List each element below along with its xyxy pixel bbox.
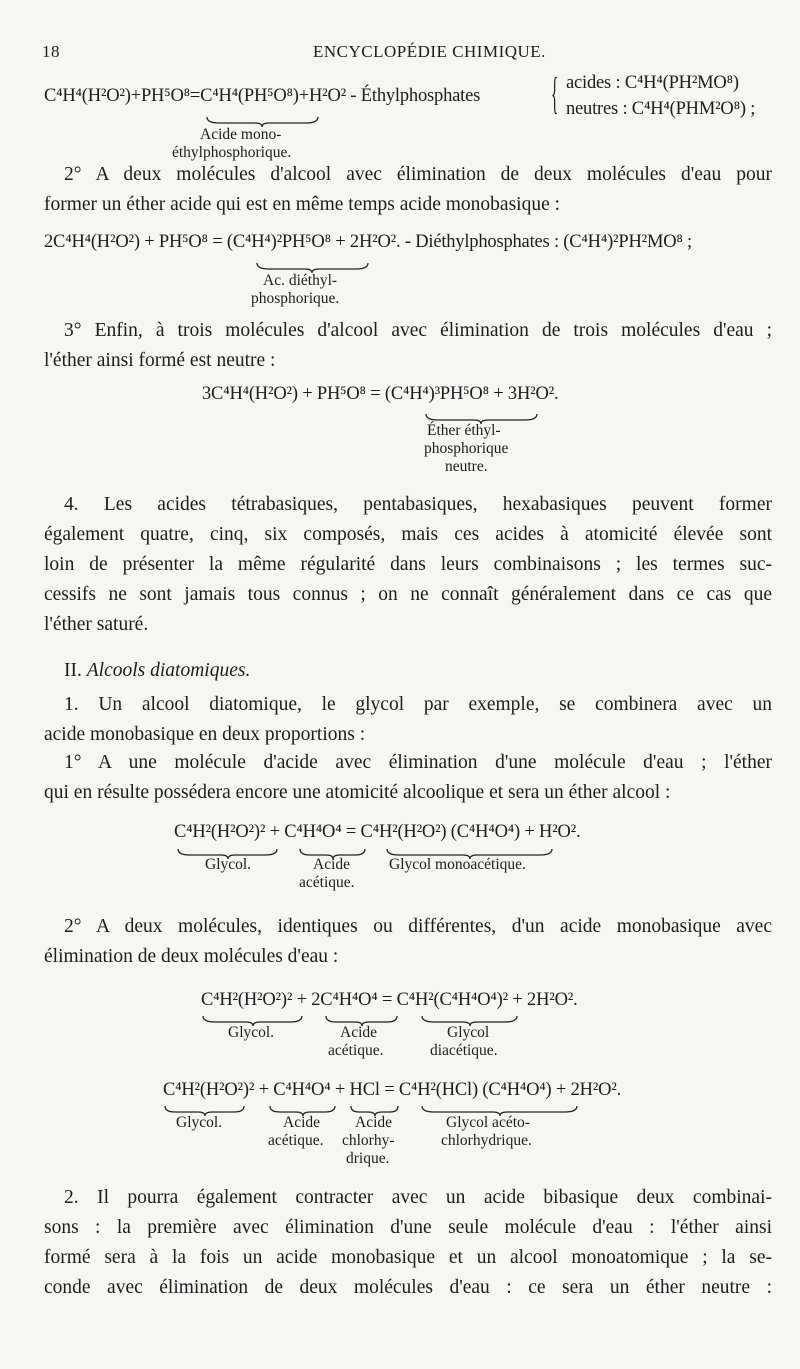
label-glycol-aceto: Glycol acéto- [446, 1114, 530, 1131]
text-line: loin de présenter la même régularité dans leurs combinaisons ; les termes suc- [44, 554, 772, 575]
acides-formula: acides : C⁴H⁴(PH²MO⁸) [566, 73, 739, 93]
paragraph-7 [44, 912, 772, 972]
paragraph-6 [44, 748, 772, 808]
text-line: 2° A deux molécules d'alcool avec élimination de deux molécules d'eau pour [64, 164, 772, 185]
label-diacetique: diacétique. [430, 1042, 498, 1059]
label-acide-monoethylphosphorique-2: éthylphosphorique. [172, 144, 292, 161]
label-ac-diethyl: Ac. diéthyl- [263, 272, 338, 289]
label-glycol: Glycol. [228, 1024, 275, 1041]
equation-diethylphosphates: 2C⁴H⁴(H²O²) + PH⁵O⁸ = (C⁴H⁴)²PH⁵O⁸ + 2H²O². - Diéthylphosphates : (C⁴H⁴)²PH²MO⁸ ; [44, 232, 692, 252]
paragraph-5 [44, 690, 772, 750]
label-glycol: Glycol [447, 1024, 490, 1041]
text-line: former un éther acide qui est en même temps acide monobasique : [44, 194, 561, 215]
section-title: Alcools diatomiques. [86, 660, 251, 681]
label-neutre: neutre. [445, 458, 488, 475]
label-chlorhy: chlorhy- [342, 1132, 395, 1149]
running-title: ENCYCLOPÉDIE CHIMIQUE. [313, 42, 546, 61]
text-line: conde avec élimination de deux molécules d'eau : ce sera un éther neutre : [44, 1277, 772, 1298]
label-acetique: acétique. [299, 874, 355, 891]
left-brace: { [551, 69, 559, 118]
label-acetique: acétique. [328, 1042, 384, 1059]
label-acide: Acide [340, 1024, 378, 1041]
text-line: sons : la première avec élimination d'une seule molécule d'eau : l'éther ainsi [44, 1217, 772, 1238]
text-line: 3° Enfin, à trois molécules d'alcool avec élimination de trois molécules d'eau ; [64, 320, 772, 341]
equation-ether-neutre: 3C⁴H⁴(H²O²) + PH⁵O⁸ = (C⁴H⁴)³PH⁵O⁸ + 3H²O². [202, 384, 559, 404]
text-line: également quatre, cinq, six composés, mais ces acides à atomicité élevée sont [44, 524, 772, 545]
equation-glycol-diacetique: C⁴H²(H²O²)² + 2C⁴H⁴O⁴ = C⁴H²(C⁴H⁴O⁴)² + 2H²O². [201, 990, 578, 1010]
text-line: 2° A deux molécules, identiques ou différentes, d'un acide monobasique avec [64, 916, 772, 937]
label-glycol-monoacetique: Glycol monoacétique. [389, 856, 526, 873]
text-line: l'éther saturé. [44, 614, 149, 635]
label-acide: Acide [355, 1114, 393, 1131]
paragraph-8 [44, 1183, 772, 1303]
text-line: 1. Un alcool diatomique, le glycol par exemple, se combinera avec un [64, 694, 772, 715]
text-line: élimination de deux molécules d'eau : [44, 946, 339, 967]
section-heading [64, 660, 250, 682]
paragraph-3 [44, 316, 772, 376]
label-acetique: acétique. [268, 1132, 324, 1149]
label-phosphorique: phosphorique [424, 440, 509, 457]
label-glycol: Glycol. [176, 1114, 223, 1131]
label-phosphorique: phosphorique. [251, 290, 340, 307]
text-line: 4. Les acides tétrabasiques, pentabasiques, hexabasiques peuvent former [64, 494, 772, 515]
equation-glycol-acetochlorhydrique: C⁴H²(H²O²)² + C⁴H⁴O⁴ + HCl = C⁴H²(HCl) (C⁴H⁴O⁴) + 2H²O². [163, 1080, 622, 1100]
text-line: l'éther ainsi formé est neutre : [44, 350, 276, 371]
page-number: 18 [42, 42, 60, 61]
equation-glycol-monoacetique: C⁴H²(H²O²)² + C⁴H⁴O⁴ = C⁴H²(H²O²) (C⁴H⁴O⁴) + H²O². [174, 822, 581, 842]
text-line: formé sera à la fois un acide monobasique et un alcool monoatomique ; la se- [44, 1247, 772, 1268]
section-number: II. [64, 660, 82, 681]
text-line: 2. Il pourra également contracter avec un acide bibasique deux combinai- [64, 1187, 772, 1208]
text-line: qui en résulte possédera encore une atomicité alcoolique et sera un éther alcool : [44, 782, 671, 803]
text-line: 1° A une molécule d'acide avec élimination d'une molécule d'eau ; l'éther [64, 752, 772, 773]
text-line: acide monobasique en deux proportions : [44, 724, 366, 745]
label-drique: drique. [346, 1150, 390, 1167]
paragraph-2 [44, 160, 772, 220]
label-acide-monoethylphosphorique: Acide mono- [200, 126, 282, 143]
label-chlorhydrique: chlorhydrique. [441, 1132, 532, 1149]
label-glycol: Glycol. [205, 856, 252, 873]
paragraph-4 [44, 490, 772, 640]
label-ether-ethyl: Éther éthyl- [427, 422, 501, 439]
label-acide: Acide [313, 856, 351, 873]
text-line: cessifs ne sont jamais tous connus ; on ne connaît généralement dans ce cas que [44, 584, 772, 605]
equation-ethylphosphates: C⁴H⁴(H²O²)+PH⁵O⁸=C⁴H⁴(PH⁵O⁸)+H²O² - Éthylphosphates [44, 86, 481, 106]
neutres-formula: neutres : C⁴H⁴(PHM²O⁸) ; [566, 99, 756, 119]
label-acide: Acide [283, 1114, 321, 1131]
